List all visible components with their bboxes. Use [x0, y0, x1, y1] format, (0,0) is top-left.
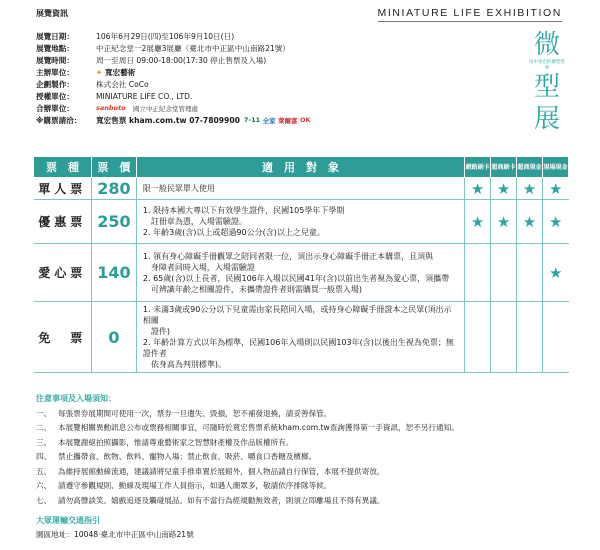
header-price: 票 價: [91, 157, 136, 178]
info-label: 展覽日期：: [36, 31, 74, 41]
target-line: 限一般民眾單人使用: [142, 184, 215, 193]
vertical-title: [527, 30, 567, 134]
title-char-1: 微: [533, 30, 560, 60]
info-row-date: [36, 30, 416, 42]
exhibition-info: [36, 30, 416, 126]
ticket-target: [136, 178, 464, 200]
star-icon: ★: [491, 178, 517, 200]
notice-number: 五、: [36, 466, 52, 476]
info-row-cohost: [36, 102, 416, 114]
header-target: 適 用 對 象: [136, 157, 464, 178]
star-icon: [465, 302, 491, 373]
info-label: 展覽時間：: [36, 55, 74, 65]
ticket-hotline: 寬宏售票 kham.com.tw 07-7809900: [96, 115, 240, 125]
notice-text: 為維持展館動線流通，建議請將兒童手推車置於展館外，個人物品請自行保管，本展不提供寄放。: [58, 466, 385, 476]
ticket-type: 優惠票: [34, 200, 92, 244]
notice-text: 請勿高聲談笑、嬉戲追逐及觸碰展品。如有不當行為經規勸無效者，則須立即離場且不得有異議。: [58, 495, 385, 505]
notices-list: [36, 406, 576, 508]
target-line: 2. 年齡計算方式以年為標準，民國106年入場則以民國103年(含)以後出生視為免票；無證件者: [142, 338, 454, 358]
info-label: 授權單位：: [36, 91, 74, 101]
info-label: 展覽地點：: [36, 43, 74, 53]
info-row-licensor: [36, 90, 416, 102]
target-line: 身障者同時入場，入場需驗證: [142, 262, 255, 272]
ticket-price: 250: [91, 200, 136, 244]
star-icon: [543, 302, 569, 373]
star-icon: ★: [465, 178, 491, 200]
notice-number: 一、: [36, 408, 52, 418]
header-site-cash: 現場現金: [543, 157, 569, 178]
list-item: [36, 406, 576, 421]
okmart-logo: OK: [299, 116, 311, 125]
table-row: [34, 244, 569, 302]
seven-eleven-logo: 7-11: [243, 116, 261, 125]
list-item: [36, 479, 576, 494]
table-row: [34, 178, 569, 200]
star-icon: ★: [543, 244, 569, 302]
info-row-tickets: [36, 114, 416, 126]
header-ticket-type: 票 種: [34, 157, 92, 178]
info-row-producer: [36, 78, 416, 90]
section-title: 展覽資訊: [36, 9, 68, 18]
star-icon: [465, 244, 491, 302]
star-icon: [491, 302, 517, 373]
star-icon: ★: [517, 200, 543, 244]
notice-text: 本展覽謝絕拍照攝影，惟請尊重藝術家之智慧財產權及作品版權所有。: [58, 437, 294, 447]
list-item: [36, 464, 576, 479]
info-row-venue: [36, 42, 416, 54]
ticket-type: 愛心票: [34, 244, 92, 302]
star-icon: [491, 244, 517, 302]
ticket-outlet-logos: [244, 115, 311, 125]
header-online-card: 網路刷卡: [465, 157, 491, 178]
star-icon: ★: [543, 200, 569, 244]
memorial-hall-logo: 國立中正紀念堂管理處: [133, 104, 198, 113]
list-item: [36, 493, 576, 508]
target-line: 證件): [142, 327, 171, 336]
target-line: 1. 領有身心障礙手冊觀眾之陪同者限一位，須出示身心障礙手冊正本購票，且須與: [142, 251, 434, 261]
notice-number: 六、: [36, 481, 52, 491]
ticket-type: 單人票: [34, 178, 92, 200]
header-store-cash: 超商現金: [517, 157, 543, 178]
info-value: 周一至周日 09:00-18:00(17:30 停止售票及入場): [96, 55, 267, 65]
ticket-target: [136, 200, 464, 244]
notice-number: 七、: [36, 495, 52, 505]
info-value: 106年6月29日(四)至106年9月10日(日): [96, 31, 235, 41]
notice-number: 四、: [36, 452, 52, 462]
notices-title: 注意事項及入場須知：: [36, 394, 116, 403]
ticket-type: 免 票: [34, 302, 92, 373]
info-label: 主辦單位：: [36, 67, 74, 77]
brand-name: MINIATURE LIFE EXHIBITION: [377, 7, 562, 19]
target-line: 1. 限持本國大專以下有效學生證件，民國105學年下學期: [142, 206, 345, 215]
familymart-logo: 全家: [262, 116, 276, 125]
target-line: 依身高為判別標準)。: [142, 360, 227, 369]
table-row: [34, 200, 569, 244]
target-line: 可辨識年齡之相關證件，未攜帶證件者則需購買一般票入場): [142, 284, 363, 294]
target-line: 2. 65歲(含)以上長者，民國106年入場以民國41年(含)以前出生者視為愛心票，須攜帶: [142, 273, 450, 283]
title-subtitle: 田中達也的微型世界: [529, 60, 565, 71]
star-icon: [517, 244, 543, 302]
info-value: MINIATURE LIFE CO., LTD.: [96, 91, 193, 101]
target-line: 2. 年齡3歲(含)以上或超過90公分(含)以上之兒童。: [142, 228, 325, 237]
brand-divider: [378, 21, 562, 22]
notice-text: 本展覽相關異動訊息公布或票務相關事宜，可隨時於寬宏售票系統kham.com.tw查詢獲得第一手資訊，恕不另行通知。: [58, 423, 459, 433]
notice-number: 三、: [36, 437, 52, 447]
notice-text: 禁止攜帶食、飲物、飲料、寵物入場；禁止飲食、吸菸、嚼食口香糖及檳榔。: [58, 452, 317, 462]
traffic-title: 大眾運輸交通指引: [36, 516, 100, 525]
star-icon: [517, 302, 543, 373]
ticket-table: [33, 156, 569, 373]
cohost-logos: [96, 103, 198, 113]
notice-text: 每張票券展期間可使用一次，票券一旦遺失、毀損，恕不補發退換，請妥善保管。: [58, 408, 332, 418]
ticket-price: 0: [91, 302, 136, 373]
info-value: 中正紀念堂一2展廳3展廳（臺北市中正區中山南路21號）: [96, 43, 290, 53]
info-row-organizer: [36, 66, 416, 78]
info-value: 株式会社 CoCo: [96, 79, 149, 89]
info-label: ※購票請洽：: [36, 115, 82, 125]
list-item: [36, 450, 576, 465]
header-store-card: 超商刷卡: [491, 157, 517, 178]
ticket-target: [136, 302, 464, 373]
hilife-logo: 萊爾富: [278, 116, 298, 125]
sanbuto-logo: sanbuto: [96, 104, 126, 113]
notice-number: 二、: [36, 423, 52, 433]
list-item: [36, 421, 576, 436]
star-icon: ★: [491, 200, 517, 244]
organizer-logo-icon: ✦: [96, 67, 103, 77]
ticket-target: [136, 244, 464, 302]
list-item: [36, 435, 576, 450]
notice-text: 請遵守參觀規則、動線及現場工作人員指示，如遇人潮眾多，敬請依序排隊等候。: [58, 481, 332, 491]
star-icon: ★: [517, 178, 543, 200]
table-row: [34, 302, 569, 373]
ticket-price: 280: [91, 178, 136, 200]
ticket-price: 140: [91, 244, 136, 302]
title-char-2: 型: [533, 72, 560, 102]
organizer-logo: [96, 67, 135, 78]
info-label: 合辦單位：: [36, 103, 74, 113]
title-char-3: 展: [533, 104, 560, 134]
venue-address: 園區地址：10048‧臺北市中正區中山南路21號: [36, 530, 194, 539]
star-icon: ★: [543, 178, 569, 200]
target-line: 1. 未滿3歲或90公分以下兒童需由家長陪同入場，或持身心障礙手冊證本之民眾(須出示相關: [142, 305, 452, 325]
info-row-hours: [36, 54, 416, 66]
ticket-table-header: [34, 157, 569, 178]
target-line: 註冊章為憑，入場需驗證。: [142, 217, 247, 226]
info-label: 企劃製作：: [36, 79, 74, 89]
star-icon: ★: [465, 200, 491, 244]
organizer-name: 寬宏藝術: [105, 67, 136, 77]
